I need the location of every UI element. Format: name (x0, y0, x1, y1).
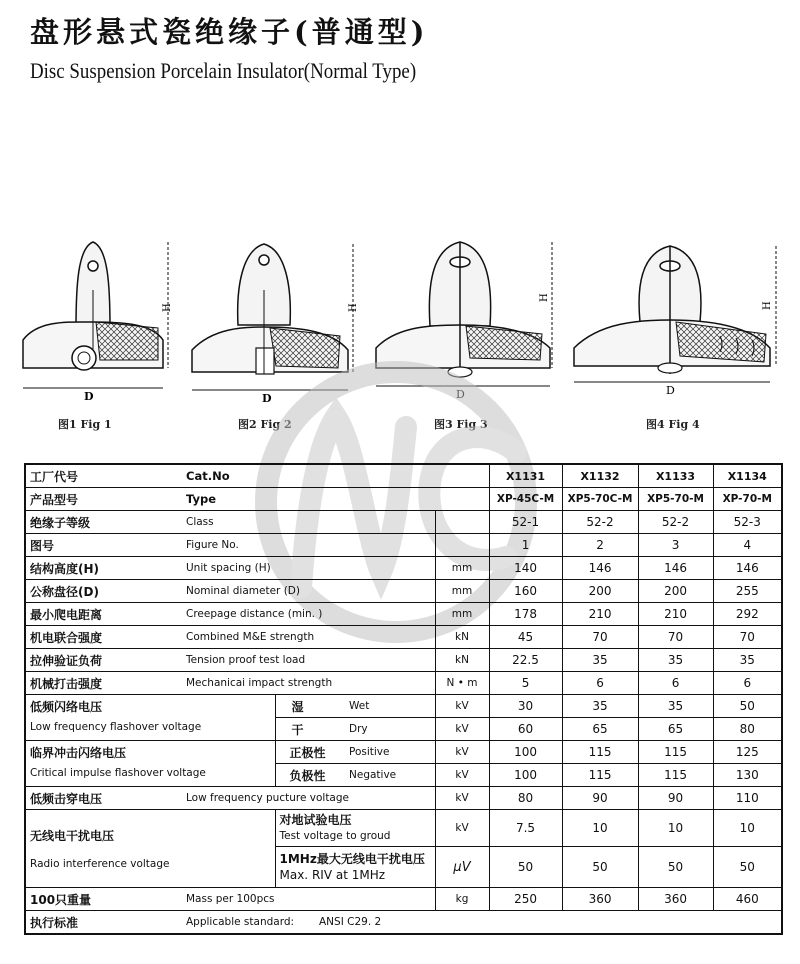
row-label (25, 626, 435, 649)
figure-1-caption: 图1 Fig 1 (58, 418, 112, 431)
cell-value: 7.5 (489, 810, 562, 847)
cell-unit: kg (435, 888, 489, 911)
cell-unit: kV (435, 695, 489, 718)
cell-value: 115 (638, 764, 713, 787)
table-row-critical-positive (25, 741, 782, 764)
label-cn: 机电联合强度 (30, 630, 103, 645)
cell-value: 35 (638, 695, 713, 718)
label-en: Creepage distance (min. ) (186, 608, 323, 620)
label-en: Unit spacing (H) (186, 562, 271, 574)
figure-3-caption: 图3 Fig 3 (434, 418, 488, 431)
fig2-dim-d: D (262, 392, 272, 405)
cell-value: 35 (562, 649, 638, 672)
label-cat-no (25, 464, 489, 488)
insulator-fig3-icon (372, 230, 562, 410)
cell-value: 22.5 (489, 649, 562, 672)
table-row-radio-test (25, 810, 782, 847)
cell-value: 70 (638, 626, 713, 649)
cell-value: 70 (713, 626, 782, 649)
cell-value: 35 (713, 649, 782, 672)
cell-value: 6 (638, 672, 713, 695)
cell-value: 125 (713, 741, 782, 764)
table-row (25, 603, 782, 626)
table-row-standard (25, 911, 782, 935)
fig4-dim-h: H (762, 301, 773, 310)
cell-value: X1131 (489, 464, 562, 488)
cell-unit (435, 534, 489, 557)
cell-value: X1134 (713, 464, 782, 488)
figure-1-drawing (18, 230, 178, 431)
label-en: Tension proof test load (186, 654, 306, 666)
cell-value: 52-2 (638, 511, 713, 534)
table-row (25, 511, 782, 534)
spec-table (24, 463, 783, 935)
cell-value: 110 (713, 787, 782, 810)
cell-unit: mm (435, 603, 489, 626)
insulator-fig4-icon (570, 230, 782, 410)
label-cn: 低频闪络电压 (30, 700, 103, 714)
label-en: Nominal diameter (D) (186, 585, 300, 597)
cell-value: 210 (638, 603, 713, 626)
row-label (25, 580, 435, 603)
label-en: Applicable standard: (186, 916, 295, 928)
cell-unit: kV (435, 764, 489, 787)
label-cn: 结构高度(H) (30, 561, 100, 576)
cell-value: 45 (489, 626, 562, 649)
cell-value: X1133 (638, 464, 713, 488)
cell-unit: mm (435, 557, 489, 580)
cell-value: 178 (489, 603, 562, 626)
label-en: Class (186, 516, 214, 528)
label-en: Low frequency pucture voltage (186, 792, 349, 804)
label-cn: 执行标准 (30, 915, 79, 930)
insulator-fig1-icon (18, 230, 178, 410)
table-row-mass (25, 888, 782, 911)
table-row (25, 626, 782, 649)
figure-2-drawing (188, 230, 368, 431)
cell-value: 50 (713, 847, 782, 888)
row-label (25, 911, 782, 935)
label-en: Type (186, 492, 217, 506)
table-row (25, 534, 782, 557)
cell-value: 35 (562, 695, 638, 718)
label-cn: 图号 (30, 538, 55, 553)
cell-unit: kV (435, 787, 489, 810)
label-cn: 产品型号 (30, 492, 79, 507)
figure-strip (0, 230, 800, 440)
cell-value: 10 (638, 810, 713, 847)
fig3-dim-d: D (456, 388, 465, 401)
cell-value: 80 (713, 718, 782, 741)
cell-unit: kN (435, 649, 489, 672)
row-label (25, 787, 435, 810)
cell-value: 52-1 (489, 511, 562, 534)
cell-value: 65 (638, 718, 713, 741)
cell-value: 2 (562, 534, 638, 557)
cell-value: 160 (489, 580, 562, 603)
row-label (25, 603, 435, 626)
label-en: Radio interference voltage (30, 858, 170, 870)
cell-unit (435, 511, 489, 534)
cell-value: 30 (489, 695, 562, 718)
cell-value: 90 (562, 787, 638, 810)
cell-value: 210 (562, 603, 638, 626)
table-row-low-freq-wet (25, 695, 782, 718)
cell-value: 60 (489, 718, 562, 741)
label-cn: 低频击穿电压 (30, 791, 103, 806)
row-label (25, 511, 435, 534)
cell-unit: kV (435, 810, 489, 847)
figure-2-caption: 图2 Fig 2 (238, 418, 292, 431)
fig4-dim-d: D (666, 384, 675, 397)
fig2-dim-h: H (348, 303, 359, 312)
label-cn: 机械打击强度 (30, 676, 103, 691)
row-label (25, 649, 435, 672)
row-label-low-freq (25, 695, 275, 741)
cell-value: XP-70-M (713, 488, 782, 511)
cell-value: 6 (713, 672, 782, 695)
page-title-en: Disc Suspension Porcelain Insulator(Normal Type) (30, 58, 417, 83)
sub-label-cn: 负极性 (275, 764, 345, 787)
cell-value: 100 (489, 764, 562, 787)
cell-value: 6 (562, 672, 638, 695)
sub-label-cn: 干 (275, 718, 345, 741)
cell-value: 50 (713, 695, 782, 718)
sub-label-en: Dry (345, 718, 435, 741)
label-cn: 拉伸验证负荷 (30, 653, 103, 668)
sub-label-radio-test: 对地试验电压 Test voltage to groud (275, 810, 435, 847)
cell-value: XP-45C-M (489, 488, 562, 511)
cell-value: 292 (713, 603, 782, 626)
cell-value: 115 (562, 764, 638, 787)
cell-value: 70 (562, 626, 638, 649)
cell-value: 5 (489, 672, 562, 695)
label-en: Mechanicai impact strength (186, 677, 333, 689)
fig1-dim-d: D (84, 390, 94, 403)
sub-label-cn: 湿 (275, 695, 345, 718)
cell-value: 130 (713, 764, 782, 787)
cell-value: 35 (638, 649, 713, 672)
table-row (25, 672, 782, 695)
cell-value: 360 (638, 888, 713, 911)
sub-label-en: Positive (345, 741, 435, 764)
sub-label-radio-riv: 1MHz最大无线电干扰电压 Max. RIV at 1MHz (275, 847, 435, 888)
insulator-fig2-icon (188, 230, 368, 410)
row-label (25, 534, 435, 557)
figure-4-caption: 图4 Fig 4 (646, 418, 700, 431)
cell-value: 50 (638, 847, 713, 888)
label-en: Critical impulse flashover voltage (30, 767, 206, 779)
cell-unit: kV (435, 718, 489, 741)
cell-value: 65 (562, 718, 638, 741)
cell-value: 10 (562, 810, 638, 847)
table-row-cat-no (25, 464, 782, 488)
cell-value: 100 (489, 741, 562, 764)
cell-value: 200 (562, 580, 638, 603)
label-cn: 100只重量 (30, 892, 92, 907)
cell-value: XP5-70C-M (562, 488, 638, 511)
figure-4-drawing (570, 230, 782, 431)
label-en: Combined M&E strength (186, 631, 315, 643)
sub-label-cn: 正极性 (275, 741, 345, 764)
label-en: Low frequency flashover voltage (30, 721, 202, 733)
cell-value: 52-2 (562, 511, 638, 534)
cell-value: 250 (489, 888, 562, 911)
cell-value: 3 (638, 534, 713, 557)
page-title-cn: 盘形悬式瓷绝缘子(普通型) (30, 15, 429, 49)
cell-value: 140 (489, 557, 562, 580)
cell-unit: μV (435, 847, 489, 888)
cell-value: 255 (713, 580, 782, 603)
cell-value: 115 (562, 741, 638, 764)
label-cn: 工厂代号 (30, 469, 79, 484)
label-cn: 公称盘径(D) (30, 584, 99, 599)
cell-value: 10 (713, 810, 782, 847)
sub-label-en: Wet (345, 695, 435, 718)
cell-value: 90 (638, 787, 713, 810)
table-row (25, 557, 782, 580)
cell-value: 460 (713, 888, 782, 911)
row-label (25, 557, 435, 580)
label-en: Figure No. (186, 539, 239, 551)
sub-label-en: Negative (345, 764, 435, 787)
label-type (25, 488, 489, 511)
cell-unit: N • m (435, 672, 489, 695)
cell-value: XP5-70-M (638, 488, 713, 511)
label-cn: 绝缘子等级 (30, 515, 91, 530)
figure-3-drawing (372, 230, 562, 431)
table-row-type (25, 488, 782, 511)
cell-value: 1 (489, 534, 562, 557)
fig1-dim-h: H (162, 303, 173, 312)
cell-value: 4 (713, 534, 782, 557)
cell-value: X1132 (562, 464, 638, 488)
cell-value: 80 (489, 787, 562, 810)
cell-value: 146 (562, 557, 638, 580)
cell-unit: kV (435, 741, 489, 764)
row-label (25, 888, 435, 911)
label-en: Mass per 100pcs (186, 893, 275, 905)
label-cn: 临界冲击闪络电压 (30, 746, 127, 760)
cell-value: 52-3 (713, 511, 782, 534)
cell-value: 146 (713, 557, 782, 580)
label-cn: 无线电干扰电压 (30, 829, 115, 843)
label-cn: 最小爬电距离 (30, 607, 103, 622)
row-label (25, 672, 435, 695)
table-row (25, 649, 782, 672)
standard-value: ANSI C29. 2 (319, 916, 382, 928)
row-label-critical (25, 741, 275, 787)
cell-value: 50 (562, 847, 638, 888)
cell-unit: kN (435, 626, 489, 649)
label-en: Cat.No (186, 469, 230, 483)
cell-value: 360 (562, 888, 638, 911)
cell-value: 146 (638, 557, 713, 580)
cell-value: 200 (638, 580, 713, 603)
fig3-dim-h: H (539, 293, 550, 302)
cell-unit: mm (435, 580, 489, 603)
row-label-radio (25, 810, 275, 888)
cell-value: 115 (638, 741, 713, 764)
cell-value: 50 (489, 847, 562, 888)
table-row (25, 580, 782, 603)
table-row-puncture (25, 787, 782, 810)
